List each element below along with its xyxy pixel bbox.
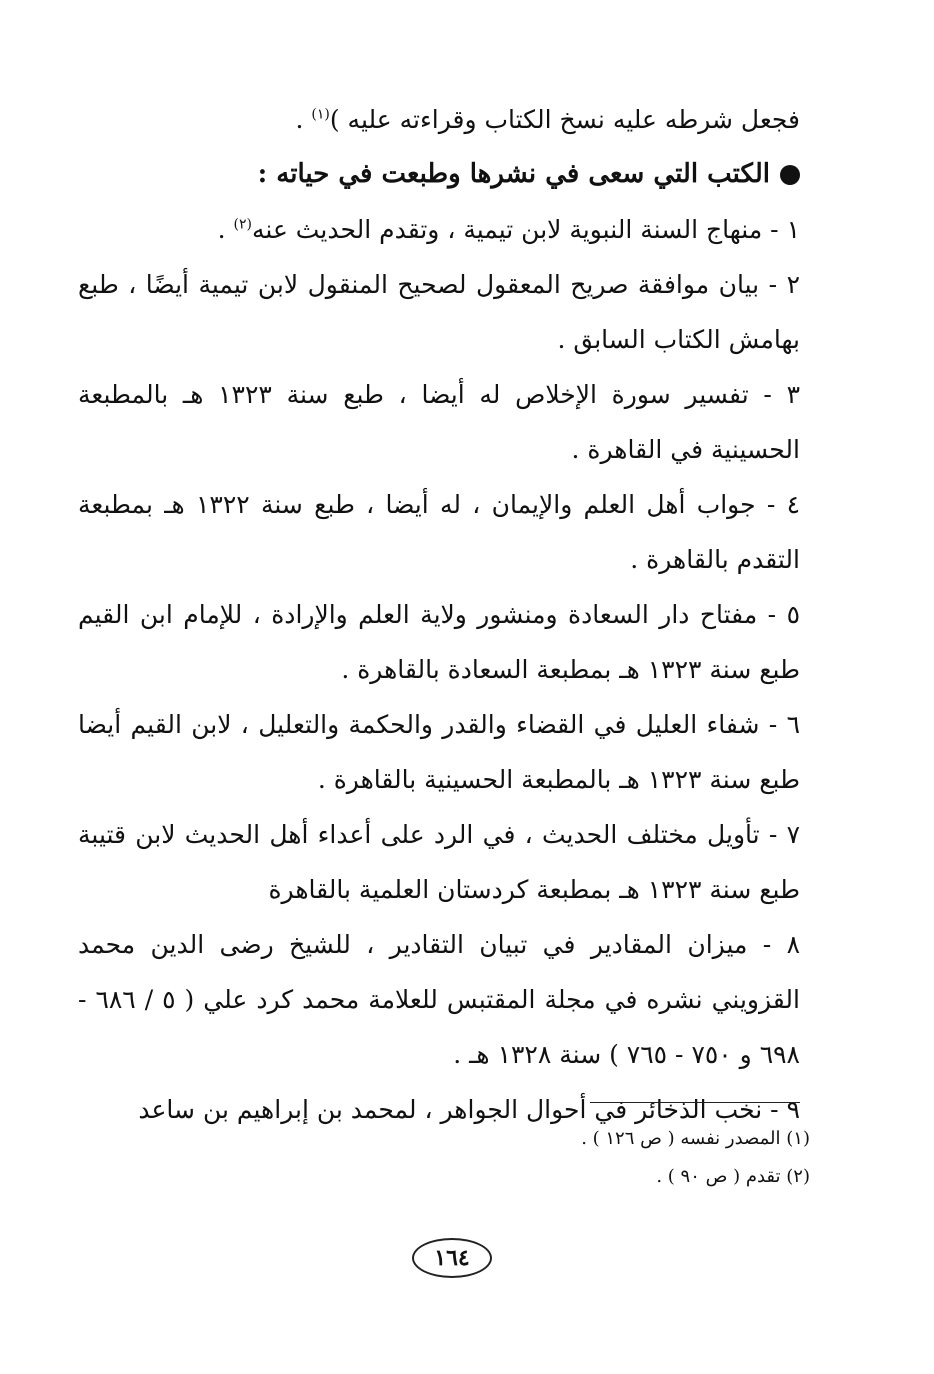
list-item: ٥ - مفتاح دار السعادة ومنشور ولاية العلم والإرادة ، للإمام ابن القيم طبع سنة ١٣٢٣ هـ بمطبعة السعادة بالقاهرة . [78,600,800,684]
list-item: ٨ - ميزان المقادير في تبيان التقادير ، للشيخ رضى الدين محمد القزويني نشره في مجلة المقتبس للعلامة محمد كرد علي ( ٥ / ٦٨٦ - ٦٩٨ و ٧٥٠ - ٧٦٥ ) سنة ١٣٢٨ هـ . [78,930,800,1069]
section-heading-text: الكتب التي سعى في نشرها وطبعت في حياته : [257,159,770,189]
opening-line-text: فجعل شرطه عليه نسخ الكتاب وقراءته عليه ) [329,105,800,134]
main-text-block [78,92,800,1137]
page-number: ١٦٤ [412,1238,492,1278]
footnote-ref-2: (٢) [233,216,252,233]
list-item: ٢ - بيان موافقة صريح المعقول لصحيح المنقول لابن تيمية أيضًا ، طبع بهامش الكتاب السابق . [78,270,800,354]
opening-line: فجعل شرطه عليه نسخ الكتاب وقراءته عليه )$^{(١)}$ . [295,105,800,134]
footnote-1: (١) المصدر نفسه ( ص ١٢٦ ) . [581,1128,810,1149]
footnotes [300,1120,810,1196]
list-item: ٩ - نخب الذخائر في أحوال الجواهر ، لمحمد بن إبراهيم بن ساعد [138,1095,800,1124]
section-heading [78,147,800,202]
list-item: ٦ - شفاء العليل في القضاء والقدر والحكمة والتعليل ، لابن القيم أيضا طبع سنة ١٣٢٣ هـ بالمطبعة الحسينية بالقاهرة . [78,710,800,794]
footnote-divider [590,1102,800,1103]
footnote-2: (٢) تقدم ( ص ٩٠ ) . [656,1166,810,1187]
bullet-icon [780,165,800,185]
list-item [78,202,800,257]
list-item-tail: . [217,215,234,244]
list-item: ٤ - جواب أهل العلم والإيمان ، له أيضا ، طبع سنة ١٣٢٢ هـ بمطبعة التقدم بالقاهرة . [78,490,800,574]
list-item: ٣ - تفسير سورة الإخلاص له أيضا ، طبع سنة ١٣٢٣ هـ بالمطبعة الحسينية في القاهرة . [78,380,800,464]
list-item-text: ١ - منهاج السنة النبوية لابن تيمية ، وتقدم الحديث عنه [252,215,800,244]
footnote-ref-1: (١) [311,106,330,123]
list-item: ٧ - تأويل مختلف الحديث ، في الرد على أعداء أهل الحديث لابن قتيبة طبع سنة ١٣٢٣ هـ بمطبعة كردستان العلمية بالقاهرة [78,820,800,904]
